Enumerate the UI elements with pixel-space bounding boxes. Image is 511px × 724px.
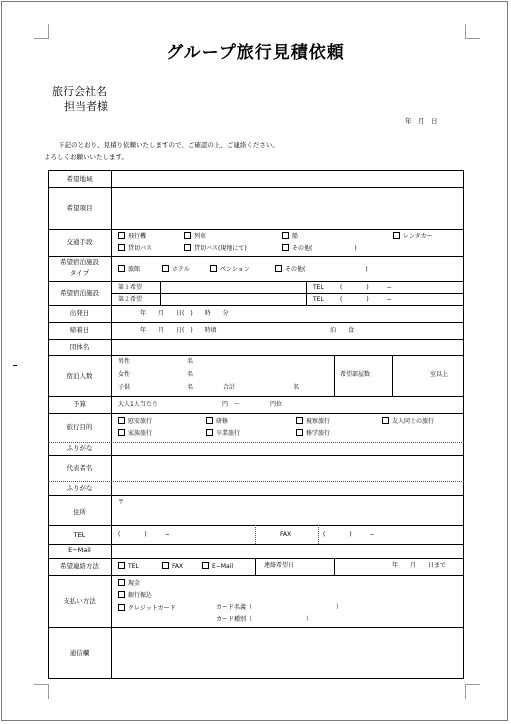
checkbox-icon: [184, 232, 191, 239]
transport-train[interactable]: 列車: [184, 232, 206, 241]
area-field[interactable]: [112, 171, 462, 186]
contact-person: 担当者様: [64, 100, 108, 113]
pref-second-tel-value[interactable]: ( ) −: [340, 296, 392, 303]
label-lodging-type-1: 希望宿泊施設: [60, 258, 99, 266]
pref-first-tel-label: TEL: [313, 284, 324, 291]
label-transport: 交通手段: [66, 238, 93, 246]
rooms-value[interactable]: 室以上: [430, 371, 449, 378]
transport-airplane[interactable]: 飛行機: [118, 232, 146, 241]
purpose-friends[interactable]: 友人同士の旅行: [382, 417, 434, 426]
checkbox-icon: [118, 417, 125, 424]
payment-cash[interactable]: 現金: [118, 579, 140, 588]
checkbox-icon: [382, 417, 389, 424]
people-female-label: 女性: [118, 371, 131, 378]
page-title: グループ旅行見積依頼: [166, 43, 345, 63]
purpose-family[interactable]: 家族旅行: [118, 429, 152, 438]
contact-email[interactable]: E−Mail: [202, 562, 233, 571]
checkbox-icon: [210, 265, 217, 272]
pref-second-label: 第２希望: [118, 296, 143, 303]
checkbox-icon: [206, 417, 213, 424]
crop-mark-top-left: [34, 24, 49, 39]
transport-charter-bus-local[interactable]: 貸切バス(現地にて): [184, 244, 247, 253]
intro-line-2: よろしくお願いいたします。: [44, 153, 128, 161]
departure-value[interactable]: 年 月 日( ) 時 分: [140, 310, 229, 317]
label-group: 団体名: [69, 343, 90, 351]
transport-rental-car[interactable]: レンタカー: [393, 232, 433, 241]
checkbox-icon: [118, 265, 125, 272]
checkbox-icon: [118, 562, 125, 569]
label-notes: 通信欄: [69, 649, 90, 657]
checkbox-icon: [296, 429, 303, 436]
checkbox-icon: [118, 579, 125, 586]
group-name-field[interactable]: [112, 340, 462, 354]
lodging-hotel[interactable]: ホテル: [162, 265, 190, 274]
label-departure: 出発日: [69, 309, 90, 317]
purpose-inspection[interactable]: 視察旅行: [296, 417, 330, 426]
pref-first-label: 第１希望: [118, 284, 143, 291]
people-female-unit: 名: [187, 371, 194, 378]
purpose-graduation[interactable]: 卒業旅行: [206, 429, 240, 438]
people-total-label: 合計: [223, 384, 236, 391]
checkbox-icon: [118, 429, 125, 436]
return-value[interactable]: 年 月 日( ) 時頃: [140, 327, 217, 334]
card-holder-name[interactable]: カード名義（ ）: [216, 604, 343, 611]
contact-tel[interactable]: TEL: [118, 562, 139, 571]
label-return: 帰着日: [69, 326, 90, 334]
checkbox-icon: [118, 244, 125, 251]
postal-mark: 〒: [118, 499, 125, 506]
budget-range[interactable]: 円 〜 円位: [222, 401, 283, 408]
checkbox-icon: [296, 417, 303, 424]
people-child-unit: 名: [187, 384, 194, 391]
people-male-unit: 名: [187, 358, 194, 365]
contact-fax[interactable]: FAX: [162, 562, 183, 571]
payment-credit-card[interactable]: クレジットカード: [118, 604, 176, 613]
contact-deadline-value[interactable]: 年 月 日まで: [392, 562, 447, 569]
rooms-label: 希望部屋数: [340, 371, 371, 378]
lodging-pension[interactable]: ペンション: [210, 265, 250, 274]
checkbox-icon: [118, 232, 125, 239]
checkbox-icon: [393, 232, 400, 239]
checkbox-icon: [282, 244, 289, 251]
margin-tick: [13, 365, 17, 366]
purpose-training[interactable]: 研修: [206, 417, 228, 426]
label-payment: 支払い方法: [63, 597, 96, 605]
intro-line-1: 下記のとおり、見積り依頼いたしますので、ご確認の上、ご連絡ください。: [58, 141, 279, 149]
checkbox-icon: [184, 244, 191, 251]
label-people: 宿泊人数: [66, 372, 93, 380]
card-type[interactable]: カード種別（ ）: [216, 616, 313, 623]
label-email: E−Mail: [68, 546, 91, 554]
checkbox-icon: [282, 232, 289, 239]
checkbox-icon: [275, 265, 282, 272]
label-purpose: 旅行目的: [66, 423, 93, 431]
label-area: 希望地域: [66, 175, 93, 183]
checkbox-icon: [118, 604, 125, 611]
lodging-other[interactable]: その他( ): [275, 265, 368, 274]
pref-first-tel-value[interactable]: ( ) −: [340, 284, 392, 291]
notes-field[interactable]: [112, 628, 462, 677]
purpose-school-trip[interactable]: 修学旅行: [296, 429, 330, 438]
lodging-ryokan[interactable]: 旅館: [118, 265, 140, 274]
email-field[interactable]: [112, 545, 462, 557]
crop-mark-bottom-right: [465, 684, 480, 699]
tel-value[interactable]: ( ) −: [118, 531, 170, 538]
items-field[interactable]: [112, 188, 462, 228]
label-furigana-rep: ふりがな: [66, 444, 93, 452]
budget-per-adult: 大人1人当たり: [118, 401, 158, 408]
label-lodging-type-2: タイプ: [69, 269, 90, 277]
people-male-label: 男性: [118, 358, 131, 365]
payment-bank-transfer[interactable]: 銀行振込: [118, 591, 152, 600]
label-tel: TEL: [73, 531, 86, 539]
crop-mark-top-right: [465, 24, 480, 39]
crop-mark-bottom-left: [34, 684, 49, 699]
checkbox-icon: [118, 591, 125, 598]
label-contact-method: 希望連絡方法: [60, 562, 99, 570]
people-child-label: 子供: [118, 384, 131, 391]
transport-charter-bus[interactable]: 貸切バス: [118, 244, 152, 253]
label-representative: 代表者名: [66, 464, 93, 472]
transport-ship[interactable]: 船: [282, 232, 298, 241]
checkbox-icon: [162, 265, 169, 272]
agency-name: 旅行会社名: [52, 85, 107, 98]
checkbox-icon: [162, 562, 169, 569]
transport-other[interactable]: その他( ): [282, 244, 357, 253]
fax-label: FAX: [280, 531, 292, 538]
checkbox-icon: [202, 562, 209, 569]
label-lodging-pref: 希望宿泊施設: [60, 289, 99, 297]
label-items: 希望項目: [66, 204, 93, 212]
fax-value[interactable]: ( ) −: [323, 531, 375, 538]
request-date: 年 月 日: [405, 117, 438, 125]
contact-deadline-label: 連絡希望日: [264, 562, 295, 569]
label-budget: 予算: [73, 400, 86, 408]
address-field[interactable]: [112, 496, 462, 524]
people-total-unit: 名: [293, 384, 300, 391]
checkbox-icon: [206, 429, 213, 436]
return-nights[interactable]: 泊 食: [330, 327, 355, 334]
representative-field[interactable]: [112, 456, 462, 480]
label-address: 住所: [73, 508, 86, 516]
label-furigana-address: ふりがな: [66, 484, 93, 492]
pref-second-tel-label: TEL: [313, 296, 324, 303]
purpose-company-trip[interactable]: 慰安旅行: [118, 417, 152, 426]
